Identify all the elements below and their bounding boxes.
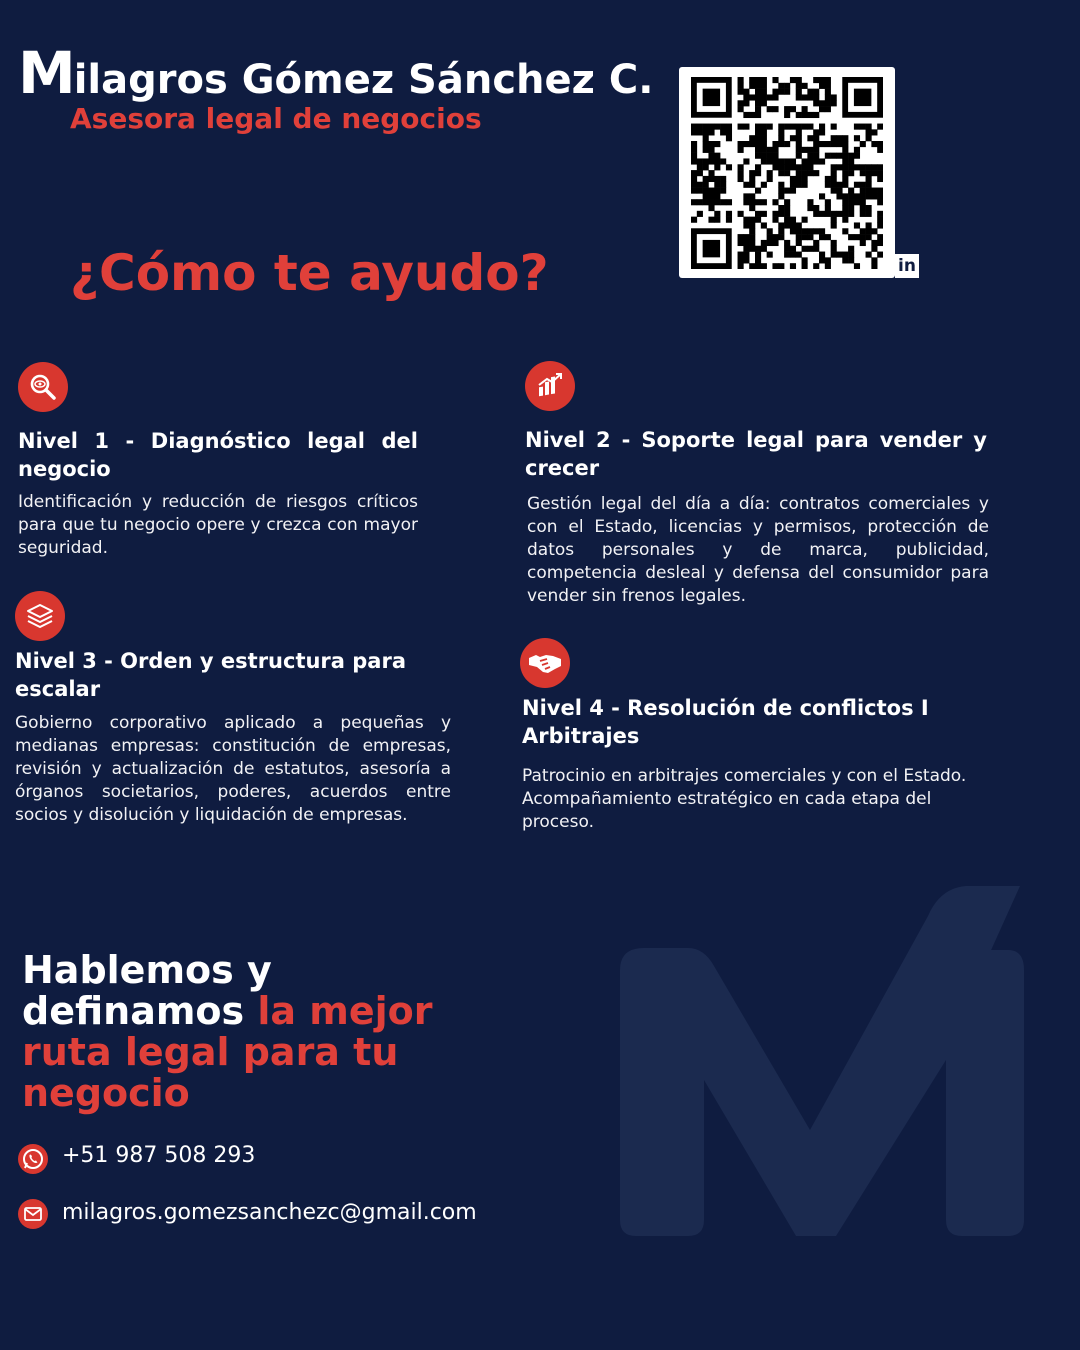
level-3-title: Nivel 3 - Orden y estructura para escalar (15, 649, 407, 701)
layers-icon (15, 591, 65, 641)
section-heading: ¿Cómo te ayudo? (70, 244, 549, 302)
handshake-icon (520, 638, 570, 688)
cta-red: la mejor ruta legal para tu negocio (22, 989, 433, 1115)
cta-white: Hablemos y definamos (22, 948, 272, 1033)
level-4-description-line-2: Acompañamiento estratégico en cada etapa del proceso. (522, 789, 932, 832)
watermark-logo (610, 880, 1030, 1240)
level-4-description-line-1: Patrocinio en arbitrajes comerciales y con el Estado. (522, 766, 967, 786)
brand-name (18, 39, 654, 107)
level-2-description: Gestión legal del día a día: contratos comerciales y con el Estado, licencias y permisos, protección de datos personales y de marca, publicidad, competencia desleal y defensa del consumidor para vender sin frenos legales. (527, 494, 989, 606)
level-4-title: Nivel 4 - Resolución de conflictos I Arbitrajes (522, 696, 929, 748)
qr-code[interactable] (679, 67, 895, 278)
whatsapp-icon[interactable] (18, 1144, 48, 1174)
phone-number[interactable]: +51 987 508 293 (62, 1143, 256, 1168)
brand-subtitle: Asesora legal de negocios (70, 102, 482, 135)
brand-name-rest: ilagros Gómez Sánchez C. (73, 57, 654, 103)
level-4-description (522, 765, 972, 834)
call-to-action (22, 950, 482, 1114)
level-1-title: Nivel 1 - Diagnóstico legal del negocio (18, 429, 418, 481)
magnifier-eye-icon (18, 362, 68, 412)
level-2-title: Nivel 2 - Soporte legal para vender y crecer (525, 428, 987, 480)
linkedin-icon[interactable]: in (895, 254, 919, 278)
email-icon[interactable] (18, 1199, 48, 1229)
level-1-description: Identificación y reducción de riesgos críticos para que tu negocio opere y crezca con mayor seguridad. (18, 492, 418, 558)
email-address[interactable]: milagros.gomezsanchezc@gmail.com (62, 1200, 477, 1225)
qr-pattern (691, 77, 883, 269)
growth-chart-icon (525, 361, 575, 411)
level-3-description: Gobierno corporativo aplicado a pequeñas y medianas empresas: constitución de empresas, revisión y actualización de estatutos, asesoría a órganos societarios, poderes, acuerdos entre socios y disolución y liquidación de empresas. (15, 713, 451, 825)
brand-initial: M (18, 39, 74, 107)
